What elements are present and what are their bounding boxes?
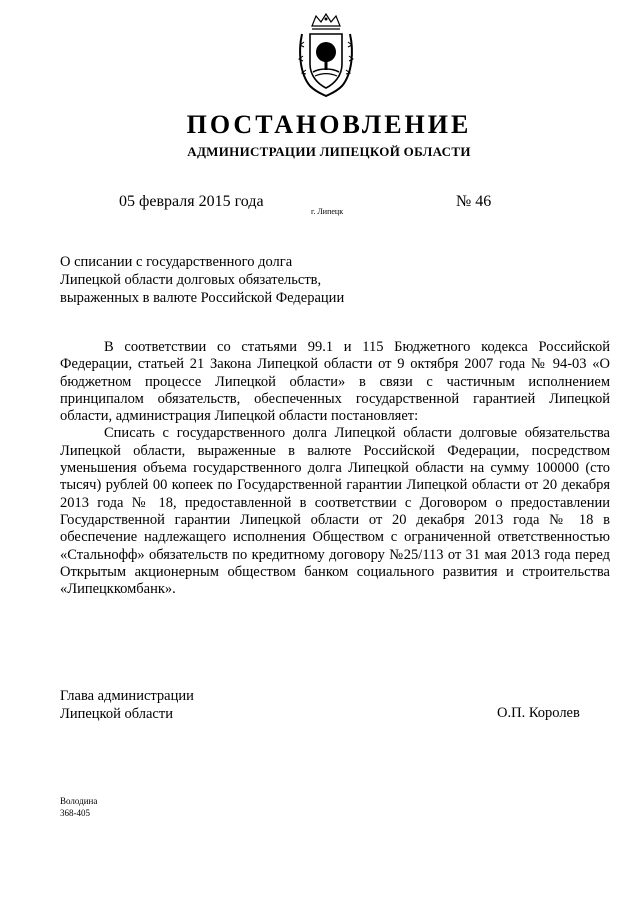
executor-name: Володина xyxy=(60,796,98,806)
document-body xyxy=(60,339,610,598)
coat-of-arms-icon xyxy=(296,12,356,98)
body-paragraph: Списать с государственного долга Липецкой области долговые обязательства Липецкой области, выраженные в валюте Российской Федерации, посредством уменьшения объема государственного долга Липецкой области на сумму 100000 (сто тысяч) рублей 00 копеек по Государственной гарантии Липецкой области от 20 декабря 2013 года № 18, предоставленной в соответствии с Договором о предоставлении Государственной гарантии Липецкой области от 20 декабря 2013 года № 18 в обеспечение надлежащего исполнения Обществом с ограниченной ответственностью «Стальнофф» обязательств по кредитному договору №25/113 от 31 мая 2013 года перед Открытым акционерным обществом банком социального развития и строительства «Липецккомбанк». xyxy=(60,425,610,598)
subject-line: выраженных в валюте Российской Федерации xyxy=(60,290,345,306)
executor-info xyxy=(60,795,97,819)
signature-name: О.П. Королев xyxy=(497,705,580,721)
body-paragraph: В соответствии со статьями 99.1 и 115 Бюджетного кодекса Российской Федерации, статьей 21 Закона Липецкой области от 9 октября 2007 года № 94-03 «О бюджетном процессе Липецкой области» в связи с частичным исполнением принципалом обязательств, обеспеченных государственной гарантией Липецкой области, администрация Липецкой области постановляет: xyxy=(60,339,610,425)
signature-position xyxy=(60,687,194,723)
subject-line: О списании с государственного долга xyxy=(60,254,293,270)
subject-line: Липецкой области долговых обязательств, xyxy=(60,272,322,288)
document-number: № 46 xyxy=(456,193,492,210)
executor-phone: 368-405 xyxy=(60,808,90,818)
document-city: г. Липецк xyxy=(311,207,344,216)
document-subtitle: АДМИНИСТРАЦИИ ЛИПЕЦКОЙ ОБЛАСТИ xyxy=(187,144,471,159)
document-date: 05 февраля 2015 года xyxy=(119,193,264,210)
signature-position-line: Глава администрации xyxy=(60,688,194,704)
signature-position-line: Липецкой области xyxy=(60,706,173,722)
document-subject xyxy=(60,253,344,307)
document-title: ПОСТАНОВЛЕНИЕ xyxy=(186,110,472,139)
